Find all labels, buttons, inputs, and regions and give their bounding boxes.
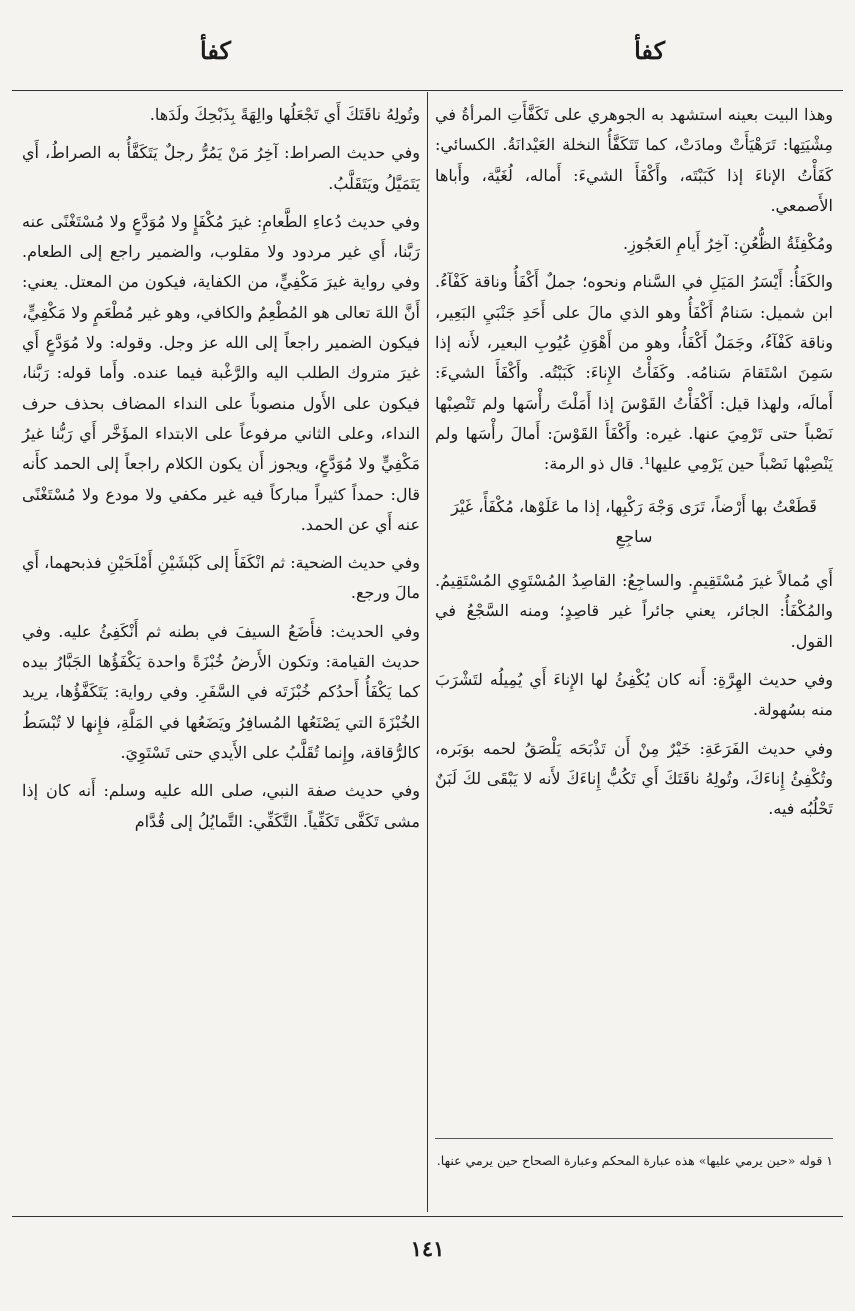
column-divider [427, 92, 428, 1212]
right-column [435, 100, 833, 833]
paragraph: والكَفَأُ: أَيْسَرُ المَيَلِ في السَّنام ونحوه؛ جملٌ أَكْفَأُ وناقة كَفْآءُ. ابن شميل: سَنامٌ أَكْفَأُ وهو الذي مالَ على أَحَدِ جَنْبَيِ البَعِير، وناقة كَفْآءُ، وجَمَلٌ أَكْفَأُ، وهو من أَهْوَنِ عُيُوبِ البعير، لأَنه إذا سَمِنَ اسْتَقامَ سَنامُه. وكَفَأْتُ الإِناءَ: كَبَبْتُه. وأَكْفَأَ الشيءَ: أَمالَه، ولهذا قيل: أَكْفَأْتُ القَوْسَ إذا أَمَلْتَ رأْسَها ولم تَنْصِبْها نَصْباً حتى تَرْمِيَ عنها. غيره: وأَكْفَأَ القَوْسَ: أَمالَ رأْسَها ولم يَنْصِبْها نَصْباً حين يَرْمِي عليها¹. قال ذو الرمة: [435, 272, 833, 474]
paragraph: وفي حديث الضحية: ثم انْكَفَأَ إلى كَبْشَيْنِ أَمْلَحَيْنِ فذبحهما، أَي مالَ ورجع. [22, 553, 420, 603]
paragraph: أَي مُمالاً غيرَ مُسْتَقِيمٍ. والساجِعُ: القاصِدُ المُسْتَوِي المُسْتَقِيمُ. والمُكْفَأُ: الجائر، يعني جائراً غير قاصِدٍ؛ ومنه السَّجْعُ في القول. [435, 571, 834, 651]
poetry-verse: قَطَعْتُ بها أَرْضاً، تَرَى وَجْهَ رَكْبِها، إذا ما عَلَوْها، مُكْفَأً، غَيْرَ ساجِعِ [451, 496, 817, 546]
paragraph: وفي حديث دُعاءِ الطَّعامِ: غيرَ مُكْفَإٍ ولا مُوَدَّعٍ ولا مُسْتَغْنًى عنه رَبَّنا، أَي غير مردود ولا مقلوب، والضمير راجع إلى الطعام. وفي رواية غيرَ مَكْفِيٍّ، من الكفاية، فيكون من المعتل. يعني: أَنَّ اللهَ تعالى هو المُطْعِمُ والكافي، وهو غير مُطْعَمٍ ولا مَكْفِيٍّ، فيكون الضمير راجعاً إلى الله عز وجل. وقوله: ولا مُوَدَّعٍ أَي غيرَ متروك الطلب اليه والرَّغْبة فيما عنده. وأَما قوله: رَبَّنا، فيكون على الأَول منصوباً على النداء المضاف بحذف حرف النداء، وعلى الثاني مرفوعاً على الابتداء المؤَخَّر أَي رَبُّنا غيرُ مَكْفِيٍّ ولا مُوَدَّعٍ، ويجوز أَن يكون الكلام راجعاً إلى الحمد كأَنه قال: حمداً كثيراً مباركاً فيه غير مكفي ولا مودع ولا مُسْتَغْنًى عنه أَي عن الحمد. [22, 211, 420, 534]
paragraph: وفي الحديث: فأَضَعُ السيفَ في بطنه ثم أَنْكَفِئُ عليه. وفي حديث القيامة: وتكون الأَرضُ خُبْزَةً واحدة يَكْفَؤُها الجَبَّارُ بيده كما يَكْفَأُ أَحدُكم خُبْزَتَه في السَّفَرِ. وفي رواية: يَتَكَفَّؤُها، يريد الخُبْزَةَ التي يَصْنَعُها المُسافِرُ ويَضَعُها في المَلَّةِ، فإِنها لا تُبْسَطُ كالرُّقاقة، وإِنما تُقَلَّبُ على الأَيدي حتى تَسْتَوِيَ. [22, 621, 420, 762]
paragraph: وفي حديث الصراط: آخِرُ مَنْ يَمُرُّ رجلٌ يَتَكَفَّأُ به الصراطُ، أَي يَتَمَيَّلُ ويَتَقَلَّبُ. [22, 143, 420, 193]
paragraph: وتُولِهُ ناقَتَكَ أَي تَجْعَلُها والِهَةً بِذَبْحِكَ ولَدَها. [149, 105, 420, 124]
footnote: ١ قوله «حين يرمي عليها» هذه عبارة المحكم وعبارة الصحاح حين يرمي عنها. [436, 1153, 833, 1168]
paragraph: وفي حديث صفة النبي، صلى الله عليه وسلم: أَنه كان إذا مشى تَكَفَّى تَكَفِّياً. التَّكَفِّي: التَّمايُلُ إلى قُدَّام [22, 781, 420, 831]
page-number: ١٤١ [410, 1236, 445, 1261]
top-rule [12, 90, 843, 91]
paragraph: وفي حديث الهِرَّةِ: أَنه كان يُكْفِئُ لها الإِناءَ أَي يُمِيلُه لتَشْرَبَ منه بسُهولة. [435, 670, 833, 720]
bottom-rule [12, 1216, 843, 1217]
left-column [22, 100, 420, 845]
paragraph: ومُكْفِئَةُ الظُّعُنِ: آخِرُ أَيامِ العَجُوزِ. [623, 234, 833, 254]
footnote-separator [435, 1138, 833, 1139]
running-header-right: كفأ [634, 36, 665, 65]
running-header-left: كفأ [200, 36, 231, 65]
paragraph: وفي حديث الفَرَعَةِ: خَيْرٌ مِنْ أَن تَذْبَحَه يَلْصَقُ لحمه بوَبَره، وتُكْفِئُ إِناءَكَ، وتُولِهُ ناقَتَكَ أَي تَكُبُّ إِناءَكَ لأَنه لا يَبْقَى لكَ لَبَنٌ تَحْلُبُه فيه. [435, 738, 833, 819]
paragraph: وهذا البيت بعينه استشهد به الجوهري على تَكَفَّأَتِ المرأةُ في مِشْيَتِها: تَرَهْيَأَتْ ومادَتْ، كما تَتَكَفَّأُ النخلة العَيْدانَةُ. الكسائي: كَفَأْتُ الإناءَ إذا كَبَبْتَه، وأَكْفَأَ الشيءَ: أَماله، لُغَيَّة، وأَباها الأَصمعي. [435, 105, 833, 215]
